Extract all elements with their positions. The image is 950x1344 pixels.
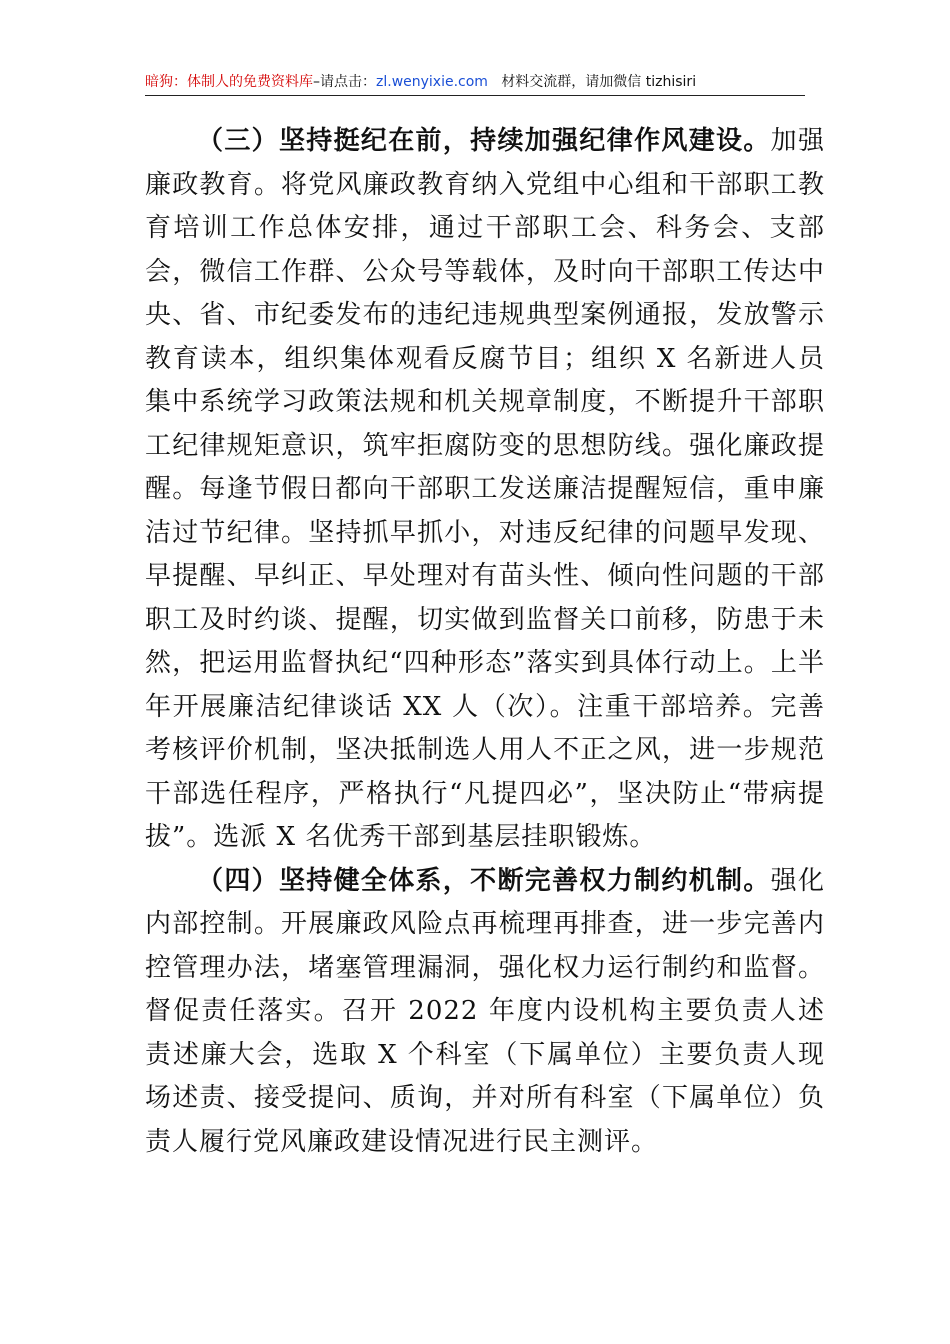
document-body: [145, 120, 825, 1164]
page-header: [145, 70, 805, 94]
header-divider: [145, 95, 805, 96]
site-label: 暗狗：体制人的免费资料库: [145, 74, 313, 90]
section-4-heading: （四）坚持健全体系，不断完善权力制约机制。: [197, 865, 771, 896]
section-3-body: 加强廉政教育。将党风廉政教育纳入党组中心组和干部职工教育培训工作总体安排，通过干部职工会、科务会、支部会，微信工作群、公众号等载体，及时向干部职工传达中央、省、市纪委发布的违纪违规典型案例通报，发放警示教育读本，组织集体观看反腐节目；组织 X 名新进人员集中系统学习政策法规和机关规章制度，不断提升干部职工纪律规矩意识，筑牢拒腐防变的思想防线。强化廉政提醒。每逢节假日都向干部职工发送廉洁提醒短信，重申廉洁过节纪律。坚持抓早抓小，对违反纪律的问题早发现、早提醒、早纠正、早处理对有苗头性、倾向性问题的干部职工及时约谈、提醒，切实做到监督关口前移，防患于未然，把运用监督执纪“四种形态”落实到具体行动上。上半年开展廉洁纪律谈话 XX 人（次）。注重干部培养。完善考核评价机制，坚决抵制选人用人不正之风，进一步规范干部选任程序，严格执行“凡提四必”，坚决防止“带病提拔”。选派 X 名优秀干部到基层挂职锻炼。: [145, 126, 825, 852]
section-4-body: 强化内部控制。开展廉政风险点再梳理再排查，进一步完善内控管理办法，堵塞管理漏洞，强化权力运行制约和监督。督促责任落实。召开 2022 年度内设机构主要负责人述责述廉大会，选取 X 个科室（下属单位）主要负责人现场述责、接受提问、质询，并对所有科室（下属单位）负责人履行党风廉政建设情况进行民主测评。: [145, 865, 825, 1157]
wechat-group-text: 材料交流群，请加微信 tizhisiri: [501, 74, 697, 90]
click-prefix: –请点击：: [313, 74, 376, 90]
paragraph-section-4: [145, 860, 825, 1165]
site-url-link[interactable]: zl.wenyixie.com: [376, 74, 488, 90]
section-3-heading: （三）坚持挺纪在前，持续加强纪律作风建设。: [197, 126, 771, 156]
paragraph-section-3: [145, 120, 825, 860]
